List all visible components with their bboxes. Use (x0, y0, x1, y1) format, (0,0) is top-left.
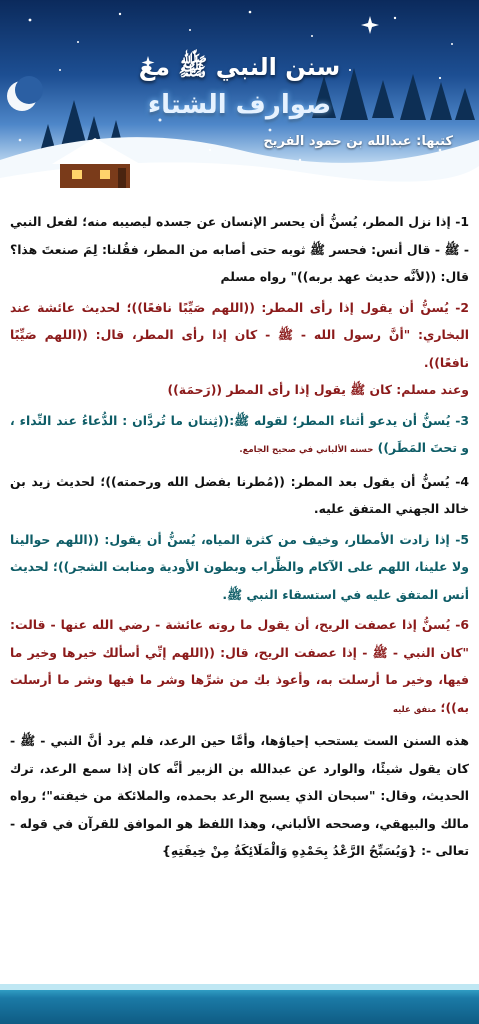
footer-bar (0, 984, 479, 1024)
thunder-note: هذه السنن الست يستحب إحياؤها، وأمَّا حين الرعد، فلم يرد أنَّ النبي - ﷺ - كان يقول شيئًا، والوارد عن عبدالله بن الزبير أنَّه كان إذا سمع الرعد، ترك الحديث، وقال: "سبحان الذي يسبح الرعد بحمده، والملائكة من خيفته"؛ رواه مالك والبيهقي، وصححه الألباني، وهذا اللفظ هو الموافق للقرآن في قوله - تعالى -: {وَيُسَبِّحُ الرَّعْدُ بِحَمْدِهِ وَالْمَلَائِكَةُ مِنْ خِيفَتِهِ} (10, 733, 469, 858)
sunnah-list (10, 208, 469, 978)
sunnah-item-6-text: 6- يُسنُّ إذا عصفت الريح، أن يقول ما روته عائشة - رضي الله عنها - قالت: "كان النبي - ﷺ - إذا عصفت الريح، قال: ((اللهم إنِّي أسألك خيرها وخير ما فيها، وخير ما أرسلت به، وأعوذ بك من شرِّها وشر ما فيها وشر ما أرسلت به))؛ (10, 617, 469, 715)
footer-stripe (0, 984, 479, 990)
sunnah-item-6 (10, 611, 469, 724)
sunnah-item-3-text: 3- يُسنُّ أن يدعو أثناء المطر؛ لقوله ﷺ:((ثِنتان ما تُردَّان : الدُّعاءُ عند النِّداء ، و تحتَ المَطَر)) (10, 412, 469, 455)
sunnah-item-5: 5- إذا زادت الأمطار، وخيف من كثرة المياه، يُسنُّ أن يقول: ((اللهم حوالينا ولا علينا، اللهم على الآكام والظِّراب وبطون الأودية ومنابت الشجر))؛ لحديث أنس المتفق عليه في استسقاء النبي ﷺ. (10, 531, 469, 602)
header-title-line1: سنن النبي ﷺ مع (138, 53, 341, 81)
header-title-line2: صوارف الشتاء (147, 90, 332, 120)
sunnah-item-2-muslim: وعند مسلم: كان ﷺ يقول إذا رأى المطر ((رَحمَة)) (167, 382, 469, 397)
author-credit: كتبها: عبدالله بن حمود الفريح (263, 134, 453, 149)
sunnah-item-6-grading: متفق عليه (392, 704, 437, 715)
sunnah-item-2: 2- يُسنُّ أن يقول إذا رأى المطر: ((اللهم صَيِّبًا نافعًا))؛ لحديث عائشة عند البخاري: "أنَّ رسول الله - ﷺ - كان إذا رأى المطر، قال: ((اللهم صَيِّبًا نافعًا)). (10, 299, 469, 370)
sunnah-item-3-grading: حسنه الألباني في صحيح الجامع. (239, 445, 374, 455)
sunnah-item-3 (10, 407, 469, 465)
sunnah-item-1: 1- إذا نزل المطر، يُسنُّ أن يحسر الإنسان عن جسده ليصيبه منه؛ لفعل النبي - ﷺ - قال أنس: فحسر ﷺ ثوبه حتى أصابه من المطر، فقُلنا: لِمَ صنعتَ هذا؟ قال: ((لأنَّه حديث عهد بربه))" رواه مسلم (10, 214, 469, 284)
winter-night-banner (0, 0, 479, 200)
sunnah-item-4: 4- يُسنُّ أن يقول بعد المطر: ((مُطرنا بفضل الله ورحمته))؛ لحديث زيد بن خالد الجهني المتفق عليه. (10, 473, 469, 516)
